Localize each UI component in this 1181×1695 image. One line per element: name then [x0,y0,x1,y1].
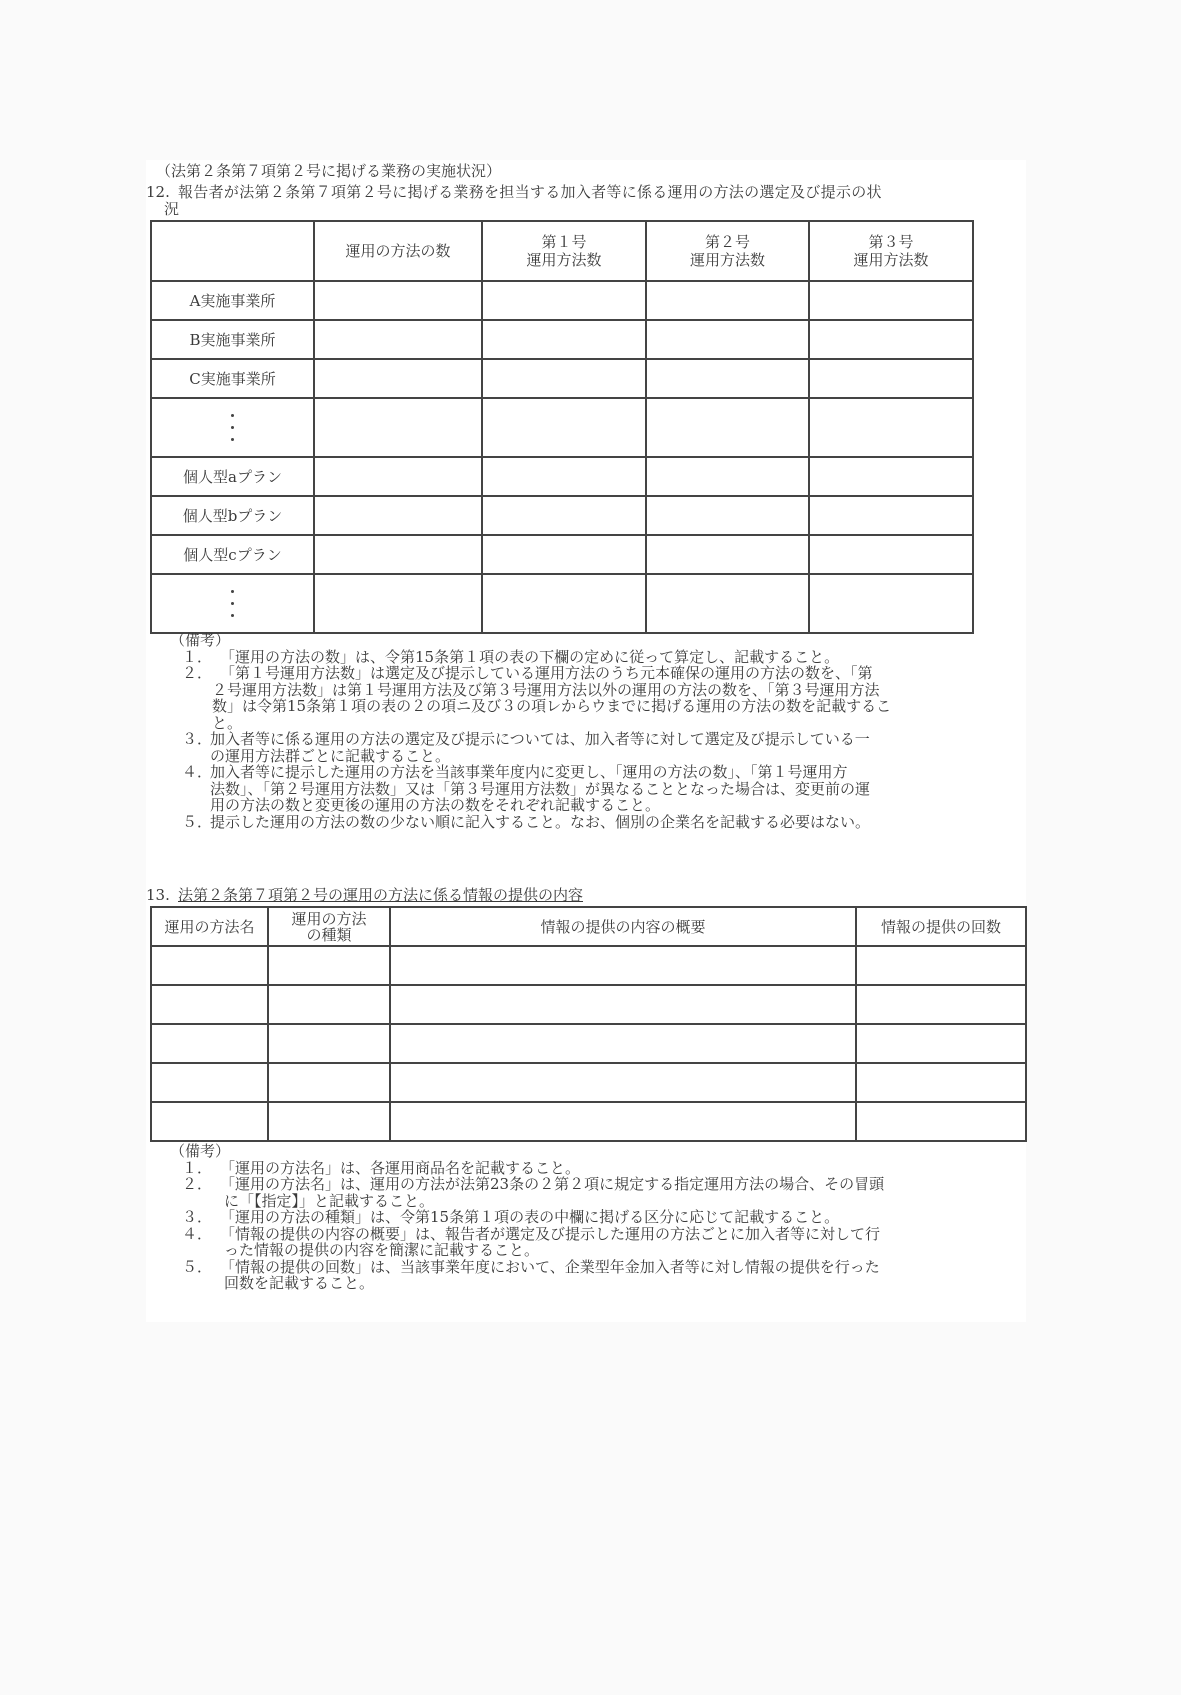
note-text: 「運用の方法名」は、各運用商品名を記載すること。 [220,1158,581,1177]
table-row [151,496,973,535]
cell[interactable] [856,985,1026,1024]
cell[interactable] [314,320,482,359]
cell[interactable] [482,281,646,320]
table-row [151,1102,1026,1141]
note-text: と。 [212,713,243,732]
table-row [151,281,973,320]
cell[interactable] [809,281,973,320]
cell[interactable] [482,535,646,574]
note-text: 回数を記載すること。 [224,1274,375,1292]
cell[interactable] [268,1063,390,1102]
cell[interactable] [482,457,646,496]
notes-heading: （備考） [170,1142,231,1160]
section-heading: （法第２条第７項第２号に掲げる業務の実施状況） [156,162,502,180]
note-number: １． [182,1158,213,1177]
cell[interactable] [314,496,482,535]
note-text: 「情報の提供の回数」は、当該事業年度において、企業型年金加入者等に対し情報の提供を行った [220,1257,880,1276]
cell[interactable] [646,320,809,359]
cell[interactable] [314,398,482,457]
cell[interactable] [482,398,646,457]
section-13-title: 法第２条第７項第２号の運用の方法に係る情報の提供の内容 [178,886,584,904]
vertical-ellipsis-icon [151,398,314,457]
note-item [170,764,1020,814]
cell[interactable] [151,946,268,985]
header-blank [151,221,314,281]
note-item [170,1259,1020,1292]
note-text: 「運用の方法名」は、運用の方法が法第23条の２第２項に規定する指定運用方法の場合、その冒頭 [220,1175,885,1193]
cell[interactable] [151,1102,268,1141]
cell[interactable] [482,320,646,359]
table-row [151,359,973,398]
cell[interactable] [314,457,482,496]
cell[interactable] [856,946,1026,985]
note-number: ２． [182,1175,213,1193]
cell[interactable] [390,946,856,985]
table-header-row [151,221,973,281]
cell[interactable] [646,359,809,398]
cell[interactable] [646,281,809,320]
cell[interactable] [646,457,809,496]
note-text: った情報の提供の内容を簡潔に記載すること。 [224,1241,540,1259]
header-type1-line2: 運用方法数 [526,251,602,269]
cell[interactable] [390,1102,856,1141]
table-row [151,320,973,359]
cell[interactable] [151,985,268,1024]
table-row-ellipsis [151,398,973,457]
header-type3-count [809,221,973,281]
cell[interactable] [809,320,973,359]
cell[interactable] [268,985,390,1024]
section-12-title: 報告者が法第２条第７項第２号に掲げる業務を担当する加入者等に係る運用の方法の選定及び提示の状 [178,183,882,201]
cell[interactable] [809,535,973,574]
header-type3-line1: 第３号 [868,233,914,251]
cell[interactable] [390,1024,856,1063]
header-method-count: 運用の方法の数 [314,221,482,281]
note-item [170,1176,1020,1209]
header-type1-line1: 第１号 [541,233,587,251]
note-text: 用の方法の数と変更後の運用の方法の数をそれぞれ記載すること。 [210,796,661,814]
cell[interactable] [646,535,809,574]
note-number: ４． [182,1224,213,1243]
note-text: 「運用の方法の種類」は、令第15条第１項の表の中欄に掲げる区分に応じて記載すること。 [220,1208,840,1226]
cell[interactable] [390,985,856,1024]
cell[interactable] [482,359,646,398]
note-text: 法数」、「第２号運用方法数」又は「第３号運用方法数」が異なることとなった場合は、変更前の運 [210,779,871,798]
note-number: ５． [182,812,213,831]
vertical-ellipsis-icon [151,574,314,633]
header-info-summary: 情報の提供の内容の概要 [390,907,856,946]
note-number: ４． [182,763,213,781]
cell[interactable] [314,574,482,633]
cell[interactable] [390,1063,856,1102]
note-item [170,1160,1020,1177]
section-12-notes [170,632,1020,830]
cell[interactable] [268,1024,390,1063]
note-number: ３． [182,1208,213,1226]
cell[interactable] [151,1024,268,1063]
cell[interactable] [646,496,809,535]
note-text: に「【指定】」と記載すること。 [224,1191,435,1210]
table-row [151,535,973,574]
table-row [151,985,1026,1024]
note-item [170,814,1020,831]
cell[interactable] [151,1063,268,1102]
note-text: ２号運用方法数」は第１号運用方法及び第３号運用方法以外の運用の方法の数を、「第３号運用方法 [212,680,880,699]
cell[interactable] [856,1024,1026,1063]
row-label-a-office: A実施事業所 [151,281,314,320]
note-item [170,1209,1020,1226]
section-12-number: 12. [146,183,170,201]
header-type1-count [482,221,646,281]
note-number: ３． [182,730,213,748]
table-row [151,1063,1026,1102]
note-number: ２． [182,664,213,682]
note-text: 「運用の方法の数」は、令第15条第１項の表の下欄の定めに従って算定し、記載すること。 [220,647,840,666]
row-label-individual-b-plan: 個人型bプラン [151,496,314,535]
information-provision-table [150,906,1027,1142]
row-label-individual-a-plan: 個人型aプラン [151,457,314,496]
note-text: 「情報の提供の内容の概要」は、報告者が選定及び提示した運用の方法ごとに加入者等に対して行 [220,1224,881,1243]
cell[interactable] [314,535,482,574]
section-12-title-cont: 況 [164,200,180,218]
header-type3-line2: 運用方法数 [853,251,929,269]
cell[interactable] [809,359,973,398]
table-row [151,457,973,496]
table-row-ellipsis [151,574,973,633]
note-text: 「第１号運用方法数」は選定及び提示している運用方法のうち元本確保の運用の方法の数を、「第 [220,664,873,682]
note-item [170,1226,1020,1259]
cell[interactable] [268,946,390,985]
header-type2-line2: 運用方法数 [689,251,765,269]
note-text: 提示した運用の方法の数の少ない順に記入すること。なお、個別の企業名を記載する必要はない。 [210,812,871,831]
note-number: ５． [182,1257,213,1276]
cell[interactable] [809,457,973,496]
row-label-c-office: C実施事業所 [151,359,314,398]
section-13-number: 13. [146,886,170,904]
row-label-b-office: B実施事業所 [151,320,314,359]
table-header-row [151,907,1026,946]
header-type2-count [646,221,809,281]
note-text: の運用方法群ごとに記載すること。 [210,746,451,765]
cell[interactable] [268,1102,390,1141]
cell[interactable] [482,574,646,633]
cell[interactable] [482,496,646,535]
notes-heading: （備考） [170,631,231,649]
header-method-type-line2: の種類 [306,925,352,944]
note-item [170,665,1020,731]
note-item [170,731,1020,764]
header-method-type [268,907,390,946]
note-text: 加入者等に提示した運用の方法を当該事業年度内に変更し、「運用の方法の数」、「第１号運用方 [210,763,848,781]
header-method-name: 運用の方法名 [151,907,268,946]
cell[interactable] [314,281,482,320]
table-row [151,946,1026,985]
cell[interactable] [856,1102,1026,1141]
note-text: 数」は令第15条第１項の表の２の項ニ及び３の項レからウまでに掲げる運用の方法の数を記載するこ [212,697,892,715]
header-type2-line1: 第２号 [704,233,750,251]
cell[interactable] [809,574,973,633]
cell[interactable] [646,574,809,633]
row-label-individual-c-plan: 個人型cプラン [151,535,314,574]
cell[interactable] [856,1063,1026,1102]
investment-methods-table [150,220,974,634]
section-13-notes [170,1143,1020,1292]
note-number: １． [182,647,213,666]
cell[interactable] [809,496,973,535]
table-row [151,1024,1026,1063]
note-item [170,649,1020,666]
cell[interactable] [314,359,482,398]
cell[interactable] [809,398,973,457]
header-info-count: 情報の提供の回数 [856,907,1026,946]
note-text: 加入者等に係る運用の方法の選定及び提示については、加入者等に対して選定及び提示している一 [210,730,870,748]
header-method-type-line1: 運用の方法 [291,909,367,928]
cell[interactable] [646,398,809,457]
